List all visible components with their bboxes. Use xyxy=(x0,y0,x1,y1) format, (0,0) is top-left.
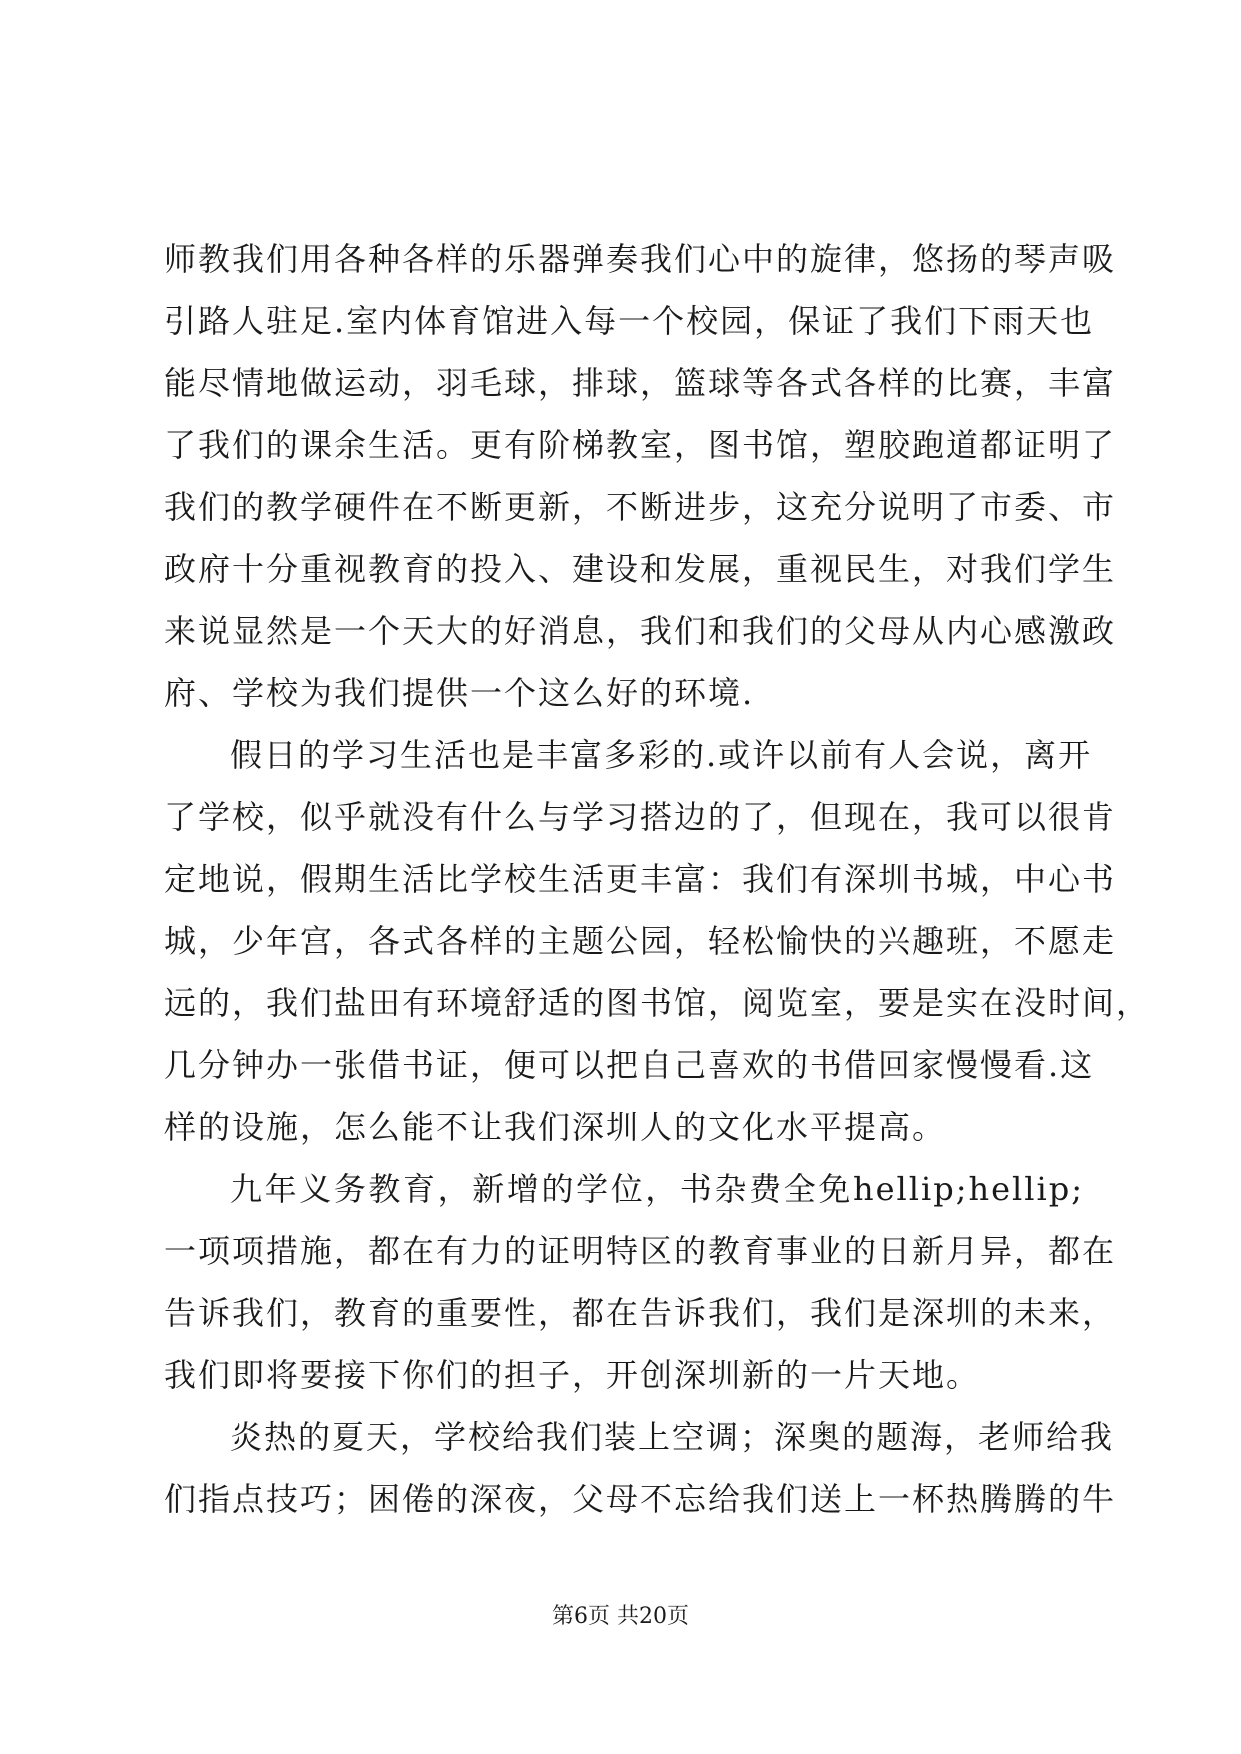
document-body xyxy=(164,228,1151,1530)
text-line: 我们即将要接下你们的担子，开创深圳新的一片天地。 xyxy=(164,1356,981,1394)
text-line: 师教我们用各种各样的乐器弹奏我们心中的旋律，悠扬的琴声吸 xyxy=(164,240,1117,278)
text-line: 了我们的课余生活。更有阶梯教室，图书馆，塑胶跑道都证明了 xyxy=(164,426,1117,464)
text-line: 来说显然是一个天大的好消息，我们和我们的父母从内心感激政 xyxy=(164,612,1117,650)
text-line: 假日的学习生活也是丰富多彩的.或许以前有人会说，离开 xyxy=(230,736,1093,774)
text-line: 样的设施，怎么能不让我们深圳人的文化水平提高。 xyxy=(164,1108,947,1146)
text-line: 几分钟办一张借书证，便可以把自己喜欢的书借回家慢慢看.这 xyxy=(164,1046,1095,1084)
text-line: 能尽情地做运动，羽毛球，排球，篮球等各式各样的比赛，丰富 xyxy=(164,364,1117,402)
text-line: 了学校，似乎就没有什么与学习搭边的了，但现在，我可以很肯 xyxy=(164,798,1117,836)
text-line: 府、学校为我们提供一个这么好的环境. xyxy=(164,674,755,712)
text-line: 们指点技巧；困倦的深夜，父母不忘给我们送上一杯热腾腾的牛 xyxy=(164,1480,1117,1518)
text-line: 一项项措施，都在有力的证明特区的教育事业的日新月异，都在 xyxy=(164,1232,1117,1270)
text-line: 定地说，假期生活比学校生活更丰富：我们有深圳书城，中心书 xyxy=(164,860,1117,898)
text-line: 城，少年宫，各式各样的主题公园，轻松愉快的兴趣班，不愿走 xyxy=(164,922,1117,960)
text-line: 远的，我们盐田有环境舒适的图书馆，阅览室，要是实在没时间， xyxy=(164,984,1151,1022)
text-line: 引路人驻足.室内体育馆进入每一个校园，保证了我们下雨天也 xyxy=(164,302,1095,340)
text-line: 告诉我们，教育的重要性，都在告诉我们，我们是深圳的未来， xyxy=(164,1294,1117,1332)
text-line: 政府十分重视教育的投入、建设和发展，重视民生，对我们学生 xyxy=(164,550,1117,588)
text-line: 我们的教学硬件在不断更新，不断进步，这充分说明了市委、市 xyxy=(164,488,1117,526)
text-line: 炎热的夏天，学校给我们装上空调；深奥的题海，老师给我 xyxy=(230,1418,1115,1456)
text-line: 九年义务教育，新增的学位，书杂费全免hellip;hellip; xyxy=(230,1170,1084,1208)
page-number-footer: 第6页 共20页 xyxy=(552,1604,689,1629)
